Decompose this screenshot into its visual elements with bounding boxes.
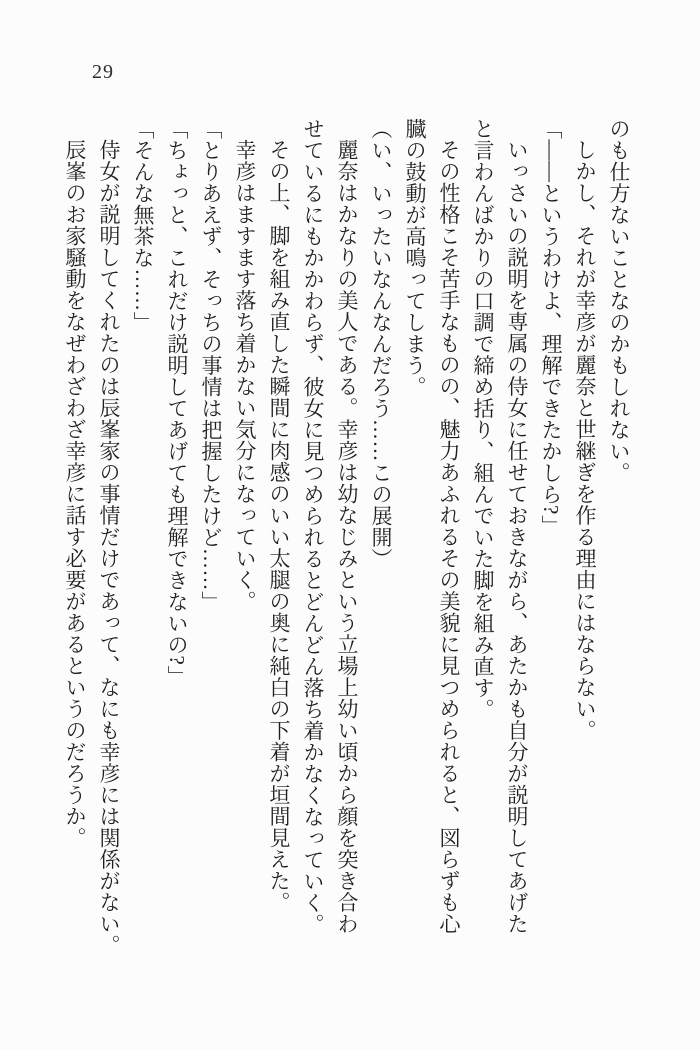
text-line: 「とりあえず、そっちの事情は把握したけど……」 bbox=[199, 118, 223, 613]
text-line: 幸彦はますます落ち着かない気分になっていく。 bbox=[233, 139, 257, 612]
text-line: 「――というわけよ、理解できたかしら?」 bbox=[539, 118, 563, 537]
text-line: 麗奈はかなりの美人である。幸彦は幼なじみという立場上幼い頃から顔を突き合わ bbox=[335, 139, 359, 935]
page-number: 29 bbox=[92, 61, 114, 83]
text-line: 臓の鼓動が高鳴ってしまう。 bbox=[403, 118, 427, 398]
text-line: せているにもかかわらず、彼女に見つめられるとどんどん落ち着かなくなっていく。 bbox=[301, 118, 325, 935]
text-line: のも仕方ないことなのかもしれない。 bbox=[607, 118, 631, 484]
text-line: 「ちょっと、これだけ説明してあげても理解できないの?」 bbox=[165, 118, 189, 687]
text-line: 侍女が説明してくれたのは辰峯家の事情だけであって、なにも幸彦には関係がない。 bbox=[97, 139, 121, 956]
text-line: その性格こそ苦手なものの、魅力あふれるその美貌に見つめられると、図らずも心 bbox=[437, 139, 461, 935]
text-line: いっさいの説明を専属の侍女に任せておきながら、あたかも自分が説明してあげた bbox=[505, 139, 529, 935]
text-line: 「そんな無茶な……」 bbox=[131, 118, 155, 333]
text-line: 辰峯のお家騒動をなぜわざわざ幸彦に話す必要があるというのだろうか。 bbox=[63, 139, 87, 849]
text-block bbox=[58, 118, 636, 978]
text-line: しかし、それが幸彦が麗奈と世継ぎを作る理由にはならない。 bbox=[573, 139, 597, 741]
text-line: と言わんばかりの口調で締め括り、組んでいた脚を組み直す。 bbox=[471, 118, 495, 720]
text-line: その上、脚を組み直した瞬間に肉感のいい太腿の奥に純白の下着が垣間見えた。 bbox=[267, 139, 291, 913]
text-line: （い、いったいなんなんだろう……この展開） bbox=[369, 118, 393, 570]
